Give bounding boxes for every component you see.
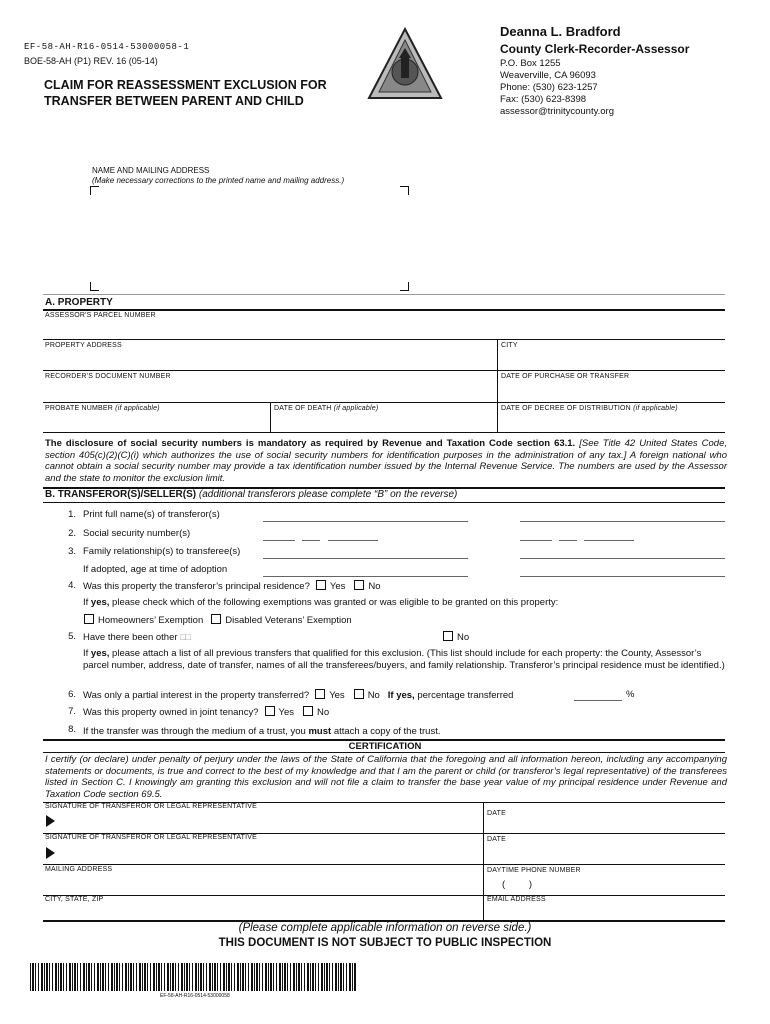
col-rule: [483, 802, 484, 833]
death-date-field[interactable]: [272, 414, 495, 431]
homeowners-checkbox[interactable]: [84, 614, 94, 624]
row-rule: [43, 895, 725, 896]
section-b-heading: [45, 489, 457, 500]
clerk-fax: Fax: (530) 623-8398: [500, 94, 587, 105]
certification-rule: [43, 752, 725, 753]
decree-date-field[interactable]: [499, 414, 725, 431]
col-rule: [497, 402, 498, 432]
relationship-line-2[interactable]: [520, 558, 725, 559]
col-rule: [483, 833, 484, 864]
mailing-address-label-cert: MAILING ADDRESS: [45, 866, 113, 873]
decree-label: [501, 405, 678, 412]
signature-1-field[interactable]: [60, 812, 480, 832]
parcel-number-label: ASSESSOR'S PARCEL NUMBER: [45, 312, 156, 319]
relationship-line-1[interactable]: [263, 558, 468, 559]
sign-here-arrow-icon: [46, 847, 55, 859]
phone-field[interactable]: [560, 877, 724, 893]
city-state-zip-field[interactable]: [45, 905, 480, 919]
col-rule: [483, 895, 484, 920]
mailing-address-input[interactable]: [45, 875, 480, 894]
transferor-name-line-1[interactable]: [263, 521, 468, 522]
q4-label: Was this property the transferor’s principal residence?: [83, 581, 310, 592]
signature-2-field[interactable]: [60, 843, 480, 863]
col-rule: [497, 339, 498, 370]
q7-yes-label: Yes: [278, 707, 294, 718]
section-b-note: (additional transferors please complete “B” on the reverse): [198, 489, 458, 500]
corner-mark-bl: [90, 282, 99, 291]
form-title: [44, 77, 364, 109]
row-rule: [43, 370, 725, 371]
veterans-label: Disabled Veterans’ Exemption: [225, 615, 352, 626]
mailing-address-hint: (Make necessary corrections to the printed name and mailing address.): [92, 176, 345, 185]
corner-mark-br: [400, 282, 409, 291]
q8-text: [83, 726, 441, 738]
death-label-text: DATE OF DEATH: [274, 405, 332, 412]
form-title-line2: TRANSFER BETWEEN PARENT AND CHILD: [44, 94, 304, 108]
clerk-city: Weaverville, CA 96093: [500, 70, 596, 81]
signature-2-label: SIGNATURE OF TRANSFEROR OR LEGAL REPRESENTATIVE: [45, 834, 258, 841]
death-label: [274, 405, 378, 412]
q5-missing-glyphs: □□: [180, 632, 192, 642]
q3b-label: If adopted, age at time of adoption: [83, 564, 228, 575]
signature-1-label: SIGNATURE OF TRANSFEROR OR LEGAL REPRESENTATIVE: [45, 803, 258, 810]
clerk-email[interactable]: assessor@trinitycounty.org: [500, 106, 615, 117]
ssn-2-part3[interactable]: [584, 540, 634, 541]
q3-label: Family relationship(s) to transferee(s): [83, 546, 241, 557]
parcel-number-field[interactable]: [43, 320, 725, 338]
q7-no-label: No: [317, 707, 330, 718]
q6-yes-checkbox[interactable]: [315, 689, 325, 699]
adoption-age-line-1[interactable]: [263, 576, 468, 577]
q5-row: [83, 631, 191, 644]
q1-number: 1.: [68, 509, 76, 520]
row-rule: [43, 339, 725, 340]
recorder-doc-label: RECORDER'S DOCUMENT NUMBER: [45, 373, 171, 380]
q8-pre: If the transfer was through the medium of a trust, you: [83, 726, 309, 737]
probate-field[interactable]: [43, 414, 268, 431]
q5b-pre: If: [83, 648, 91, 659]
divider: [43, 294, 725, 295]
q5-label: Have there been other: [83, 632, 178, 643]
mailing-address-label: [92, 166, 344, 186]
email-field[interactable]: [486, 905, 724, 919]
city-field[interactable]: [499, 351, 725, 369]
form-revision: BOE-58-AH (P1) REV. 16 (05-14): [24, 56, 158, 66]
q6-row: [83, 689, 513, 702]
section-b-title: B. TRANSFEROR(S)/SELLER(S): [45, 489, 197, 500]
row-rule: [43, 432, 725, 433]
q7-row: [83, 706, 329, 719]
col-rule: [497, 370, 498, 402]
ssn-1-part1[interactable]: [263, 540, 295, 541]
probate-label: [45, 405, 160, 412]
recorder-doc-field[interactable]: [43, 382, 495, 401]
q6-pct-label: percentage transferred: [414, 690, 514, 701]
q7-number: 7.: [68, 706, 76, 717]
certification-text: I certify (or declare) under penalty of perjury under the laws of the State of California that the foregoing and all information hereon, including any accompanying statements or documents, is true and correct to the best of my knowledge and that I am the parent or child (or transferor’s legal representative) of the transferees listed in Section C. I knowingly am granting this exclusion and will not file a claim to transfer the base year value of my principal residence under Revenue and Taxation Code section 69.5.: [45, 754, 727, 800]
date-2-field[interactable]: [486, 846, 724, 863]
clerk-po-box: P.O. Box 1255: [500, 58, 561, 69]
ssn-1-part3[interactable]: [328, 540, 378, 541]
clerk-title: County Clerk-Recorder-Assessor: [500, 42, 690, 56]
email-label: EMAIL ADDRESS: [487, 896, 546, 903]
ssn-2-part1[interactable]: [520, 540, 552, 541]
corner-mark-tl: [90, 186, 99, 195]
q7-yes-checkbox[interactable]: [265, 706, 275, 716]
probate-label-text: PROBATE NUMBER: [45, 405, 114, 412]
date-1-field[interactable]: [486, 820, 724, 832]
q4-no-checkbox[interactable]: [354, 580, 364, 590]
q5b-bold: yes,: [90, 648, 110, 659]
q4b-bold: yes,: [90, 597, 110, 608]
col-rule: [483, 864, 484, 895]
date-purchase-label: DATE OF PURCHASE OR TRANSFER: [501, 373, 630, 380]
q7-no-checkbox[interactable]: [303, 706, 313, 716]
date-purchase-field[interactable]: [499, 382, 725, 401]
q4-no-label: No: [368, 581, 381, 592]
q6-if-yes: If yes,: [387, 690, 415, 701]
clerk-name: Deanna L. Bradford: [500, 24, 621, 39]
row-rule: [43, 864, 725, 865]
ssn-2-part2[interactable]: [559, 540, 577, 541]
q4-yes-label: Yes: [329, 581, 346, 592]
q5-no-row: [441, 631, 469, 644]
ssn-1-part2[interactable]: [302, 540, 320, 541]
q5-no-label: No: [457, 632, 470, 643]
certification-heading: CERTIFICATION: [348, 741, 422, 752]
probate-hint: (if applicable): [115, 405, 160, 412]
phone-area-code: ( ): [502, 879, 533, 890]
percent-sign: %: [626, 689, 635, 700]
barcode-text: EF-58-AH-R16-0514-53000058: [160, 993, 230, 999]
property-address-field[interactable]: [43, 351, 495, 369]
transferor-name-line-2[interactable]: [520, 521, 725, 522]
q8-number: 8.: [68, 724, 76, 735]
q2-number: 2.: [68, 528, 76, 539]
public-inspection-notice: THIS DOCUMENT IS NOT SUBJECT TO PUBLIC INSPECTION: [218, 937, 552, 949]
q6-label: Was only a partial interest in the property transferred?: [83, 690, 310, 701]
percentage-field[interactable]: [574, 700, 622, 701]
q5b-post: please attach a list of all previous transfers that qualified for this exclusion. (This list should include for each property: the County, Assessor’s parcel number, address, date of transfer, names of all the transferees/buyers, and family relationship. Transferor’s principal residence must be identified.): [83, 648, 725, 671]
q6-number: 6.: [68, 689, 76, 700]
mailing-address-title: NAME AND MAILING ADDRESS: [92, 166, 210, 175]
sign-here-arrow-icon: [46, 815, 55, 827]
q5-no-checkbox[interactable]: [443, 631, 453, 641]
date-2-label: DATE: [487, 836, 506, 843]
property-address-label: PROPERTY ADDRESS: [45, 342, 122, 349]
q4b-text: [83, 597, 558, 609]
date-1-label: DATE: [487, 810, 506, 817]
q4b-post: please check which of the following exemptions was granted or was eligible to be granted on this property:: [109, 597, 559, 608]
q4-row: [83, 580, 381, 593]
q2-label: Social security number(s): [83, 528, 191, 539]
ssn-disclosure-bold: The disclosure of social security numbers is mandatory as required by Revenue and Taxation Code section 63.1.: [45, 438, 576, 449]
homeowners-label: Homeowners’ Exemption: [98, 615, 204, 626]
decree-hint: (if applicable): [633, 405, 678, 412]
q4-yes-checkbox[interactable]: [316, 580, 326, 590]
veterans-checkbox[interactable]: [211, 614, 221, 624]
q6-yes-label: Yes: [329, 690, 345, 701]
adoption-age-line-2[interactable]: [520, 576, 725, 577]
section-a-rule: [43, 309, 725, 311]
mailing-address-field[interactable]: [90, 196, 408, 280]
exemptions-row: [78, 614, 352, 627]
q8-bold: must: [308, 726, 332, 737]
barcode: [30, 963, 356, 991]
q6-no-checkbox[interactable]: [354, 689, 364, 699]
corner-mark-tr: [400, 186, 409, 195]
q4-number: 4.: [68, 580, 76, 591]
city-state-zip-label: CITY, STATE, ZIP: [45, 896, 104, 903]
form-title-line1: CLAIM FOR REASSESSMENT EXCLUSION FOR: [44, 78, 327, 92]
ssn-disclosure: [45, 438, 727, 484]
q4b-pre: If: [83, 597, 91, 608]
clerk-phone: Phone: (530) 623-1257: [500, 82, 598, 93]
ssn-disclosure-italic: [See Title 42 United States Code, section 405(c)(2)(C)(i) which authorizes the use of social security numbers for identification purposes in the administration of any tax.] A foreign national who cannot obtain a social security number may provide a tax identification number issued by the Internal Revenue Service. The numbers are used by the Assessor and the state to monitor the exclusion limit.: [45, 438, 727, 484]
county-seal-logo: [366, 26, 444, 104]
q3-number: 3.: [68, 546, 76, 557]
reverse-side-note: (Please complete applicable information on reverse side.): [238, 922, 532, 934]
form-code: EF-58-AH-R16-0514-53000058-1: [24, 42, 190, 52]
section-a-heading: A. PROPERTY: [45, 297, 113, 308]
q8-post: attach a copy of the trust.: [331, 726, 441, 737]
q7-label: Was this property owned in joint tenancy?: [83, 707, 259, 718]
section-b-rule: [43, 502, 725, 503]
row-rule: [43, 402, 725, 403]
decree-label-text: DATE OF DECREE OF DISTRIBUTION: [501, 405, 631, 412]
q6-no-label: No: [367, 690, 380, 701]
col-rule: [270, 402, 271, 432]
clerk-info: [500, 24, 689, 118]
death-hint: (if applicable): [333, 405, 379, 412]
q5b-text: [83, 648, 725, 672]
q1-label: Print full name(s) of transferor(s): [83, 509, 220, 520]
phone-label: DAYTIME PHONE NUMBER: [487, 867, 581, 874]
city-label: CITY: [501, 342, 518, 349]
q5-number: 5.: [68, 631, 76, 642]
